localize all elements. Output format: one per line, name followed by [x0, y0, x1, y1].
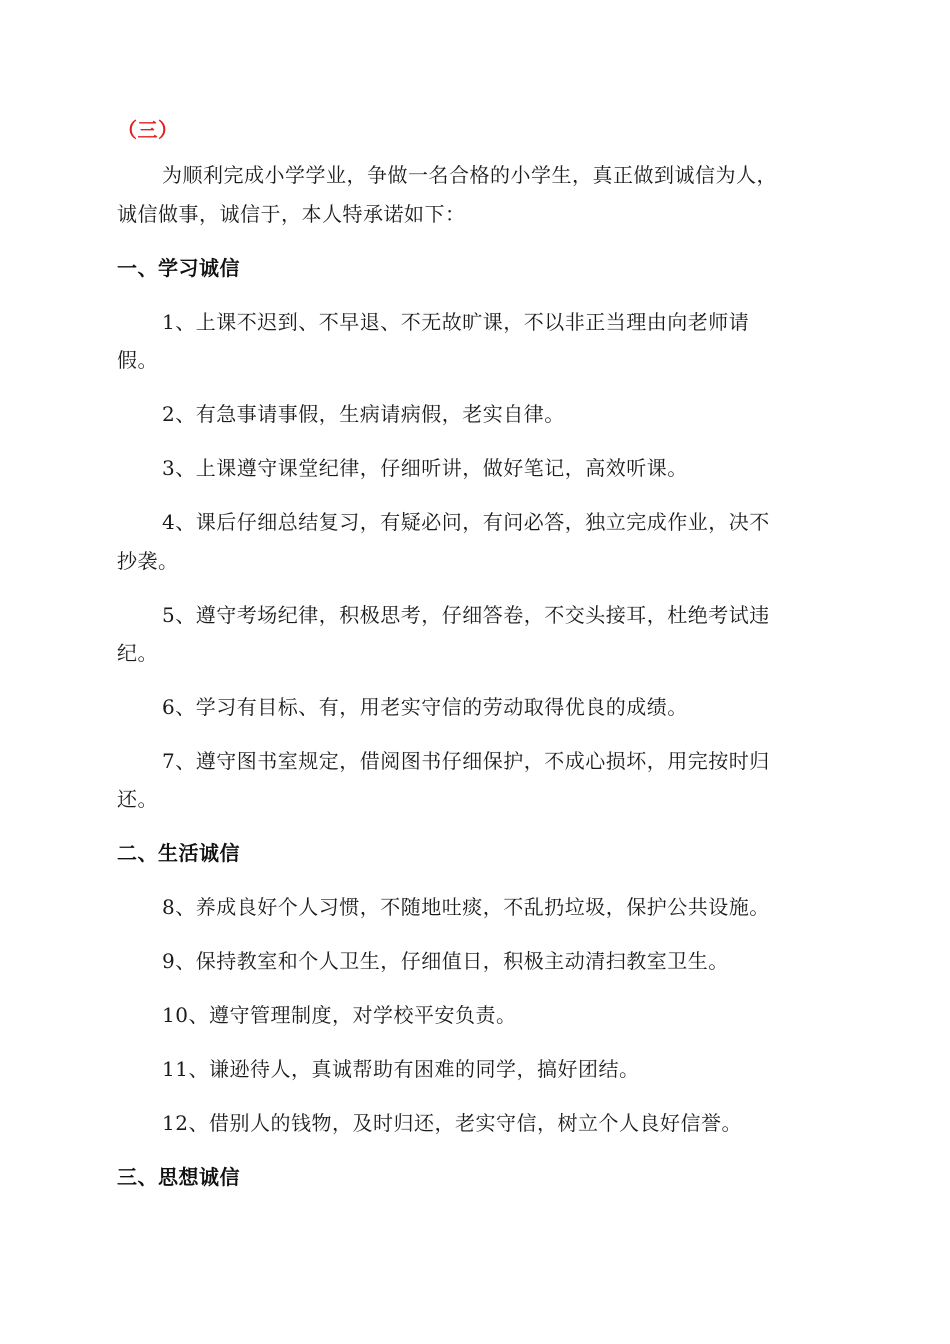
section-number: （三）	[117, 118, 179, 142]
item-9: 9、保持教室和个人卫生，仔细值日，积极主动清扫教室卫生。	[162, 949, 729, 973]
heading-study-integrity: 一、学习诚信	[117, 256, 240, 280]
item-12: 12、借别人的钱物，及时归还，老实守信，树立个人良好信誉。	[162, 1111, 742, 1135]
item-7-line-1: 7、遵守图书室规定，借阅图书仔细保护，不成心损坏，用完按时归	[162, 749, 770, 773]
heading-thought-integrity: 三、思想诚信	[117, 1165, 240, 1189]
item-8: 8、养成良好个人习惯，不随地吐痰，不乱扔垃圾，保护公共设施。	[162, 895, 770, 919]
intro-line-1: 为顺利完成小学学业，争做一名合格的小学生，真正做到诚信为人，	[162, 163, 777, 187]
item-5-line-2: 纪。	[117, 641, 158, 665]
item-3: 3、上课遵守课堂纪律，仔细听讲，做好笔记，高效听课。	[162, 456, 688, 480]
item-5-line-1: 5、遵守考场纪律，积极思考，仔细答卷，不交头接耳，杜绝考试违	[162, 603, 770, 627]
item-4-line-2: 抄袭。	[117, 549, 179, 573]
item-4-line-1: 4、课后仔细总结复习，有疑必问，有问必答，独立完成作业，决不	[162, 510, 770, 534]
heading-life-integrity: 二、生活诚信	[117, 841, 240, 865]
item-6: 6、学习有目标、有，用老实守信的劳动取得优良的成绩。	[162, 695, 688, 719]
item-1-line-1: 1、上课不迟到、不早退、不无故旷课，不以非正当理由向老师请	[162, 310, 750, 334]
item-2: 2、有急事请事假，生病请病假，老实自律。	[162, 402, 565, 426]
intro-line-2: 诚信做事，诚信于，本人特承诺如下：	[117, 202, 466, 226]
item-1-line-2: 假。	[117, 348, 158, 372]
item-10: 10、遵守管理制度，对学校平安负责。	[162, 1003, 517, 1027]
item-7-line-2: 还。	[117, 787, 158, 811]
item-11: 11、谦逊待人，真诚帮助有困难的同学，搞好团结。	[162, 1057, 640, 1081]
